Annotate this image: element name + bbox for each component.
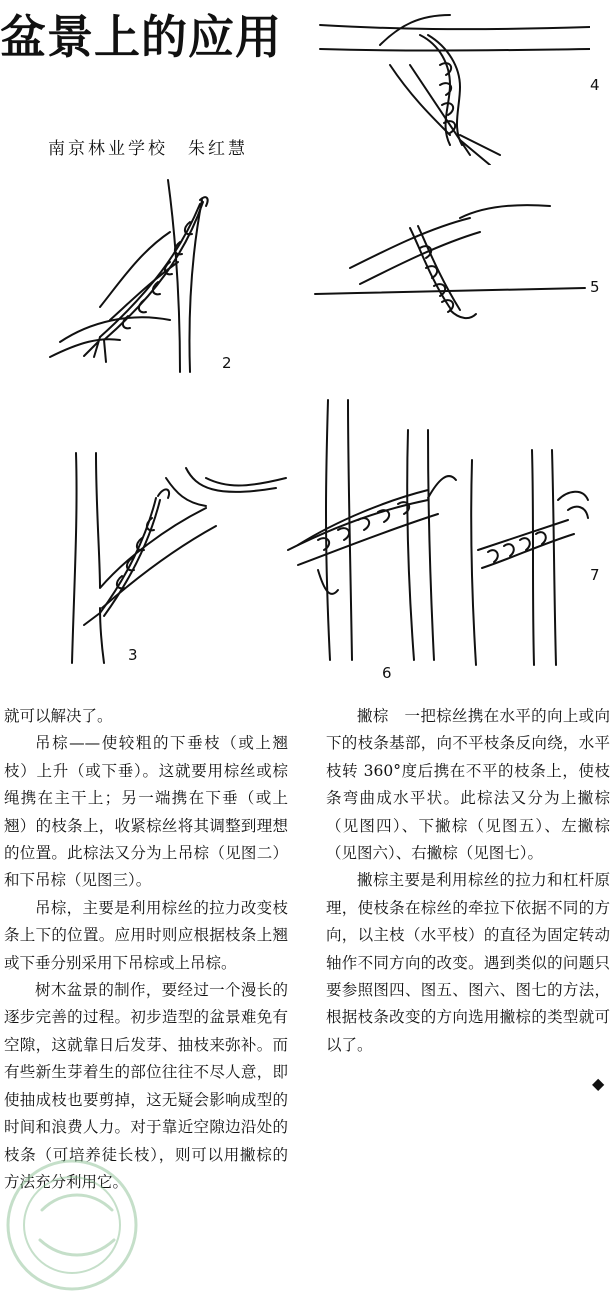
left-paragraph-1: 就可以解决了。: [4, 707, 113, 725]
right-column: [326, 703, 610, 1059]
watermark-stamp-icon: [2, 1140, 142, 1310]
figure-3-illustration: [56, 448, 296, 668]
figure-7-illustration: [458, 440, 593, 670]
figure-6-number: 6: [382, 664, 392, 682]
figure-5-number: 5: [590, 278, 600, 296]
article-byline: 南京林业学校 朱红慧: [48, 139, 248, 159]
article-title: 盆景上的应用: [0, 10, 282, 64]
left-paragraph-4: 树木盆景的制作，要经过一个漫长的逐步完善的过程。初步造型的盆景难免有空隙，这就靠日后发芽、抽枝来弥补。而有些新生芽着生的部位往往不尽人意，即使抽成枝也要剪掉，这无疑会影响成型的时间和浪费人力。对于靠近空隙边沿处的枝条（可培养徒长枝），则可以用撇棕的方法充分利用它。: [4, 981, 288, 1191]
figure-2-number: 2: [222, 354, 232, 372]
end-of-article-mark: ◆: [592, 1074, 605, 1093]
left-paragraph-3: 吊棕，主要是利用棕丝的拉力改变枝条上下的位置。应用时则应根据枝条上翘或下垂分别采用下吊棕或上吊棕。: [4, 898, 288, 972]
left-column: [4, 703, 288, 1196]
figure-6-illustration: [278, 390, 458, 670]
right-paragraph-2: 撇棕主要是利用棕丝的拉力和杠杆原理，使枝条在棕丝的牵拉下依据不同的方向，以主枝（水平枝）的直径为固定转动轴作不同方向的改变。遇到类似的问题只要参照图四、图五、图六、图七的方法，根据枝条改变的方向选用撇棕的类型就可以了。: [326, 871, 610, 1054]
right-paragraph-1: 撇棕 一把棕丝携在水平的向上或向下的枝条基部，向不平枝条反向绕，水平枝转 360°度后携在不平的枝条上，使枝条弯曲成水平状。此棕法又分为上撇棕（见图四）、下撇棕（见图五）、左撇棕（见图六）、右撇棕（见图七）。: [326, 707, 610, 863]
figure-7-number: 7: [590, 566, 600, 584]
figure-5-illustration: [310, 198, 590, 338]
figure-4-illustration: [300, 5, 590, 165]
figure-3-number: 3: [128, 646, 138, 664]
figure-4-number: 4: [590, 76, 600, 94]
figure-2-illustration: [40, 172, 290, 382]
left-paragraph-2: 吊棕——使较粗的下垂枝（或上翘枝）上升（或下垂）。这就要用棕丝或棕绳携在主干上；另一端携在下垂（或上翘）的枝条上，收紧棕丝将其调整到理想的位置。此棕法又分为上吊棕（见图二）和下吊棕（见图三）。: [4, 734, 288, 890]
